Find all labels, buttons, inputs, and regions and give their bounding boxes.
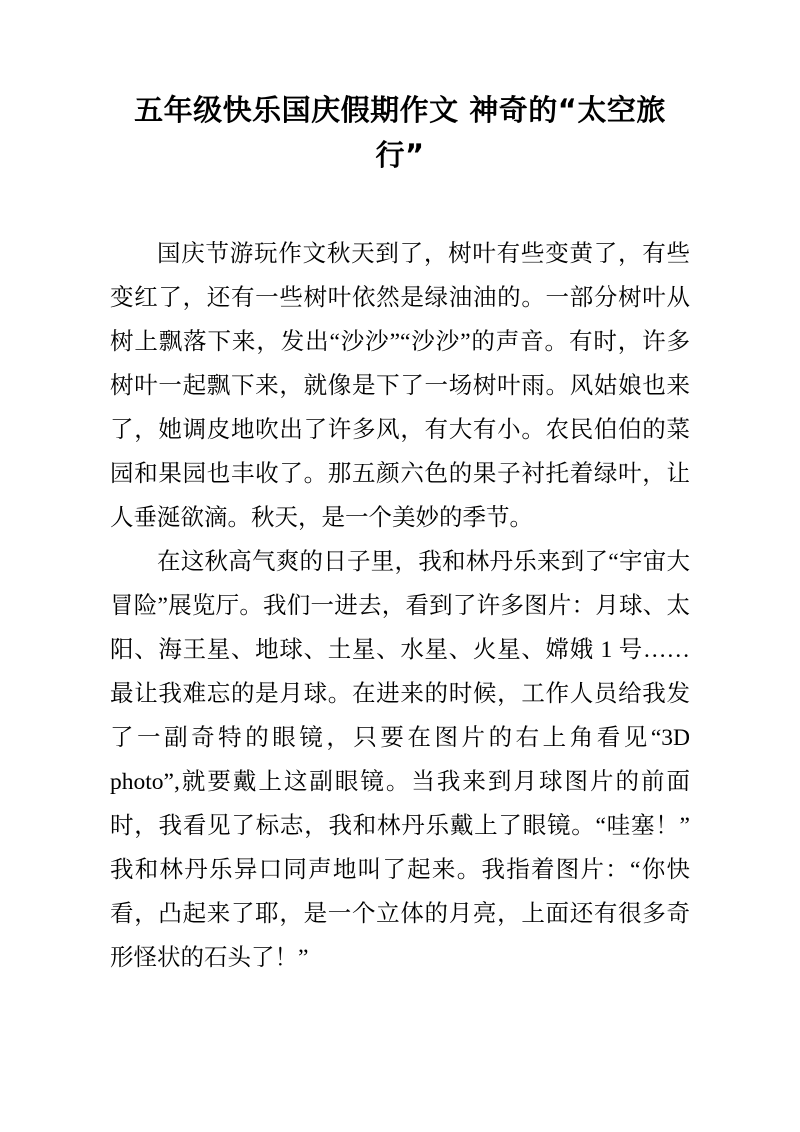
- paragraph: 国庆节游玩作文秋天到了，树叶有些变黄了，有些变红了，还有一些树叶依然是绿油油的。一部分树叶从树上飘落下来，发出“沙沙”“沙沙”的声音。有时，许多树叶一起飘下来，就像是下了一场树叶雨。风姑娘也来了，她调皮地吹出了许多风，有大有小。农民伯伯的菜园和果园也丰收了。那五颜六色的果子衬托着绿叶，让人垂涎欲滴。秋天，是一个美妙的季节。: [110, 241, 690, 531]
- document-body: [110, 232, 690, 980]
- paragraph: 在这秋高气爽的日子里，我和林丹乐来到了“宇宙大冒险”展览厅。我们一进去，看到了许多图片：月球、太阳、海王星、地球、土星、水星、火星、嫦娥 1 号……最让我难忘的是月球。在进来的时候，工作人员给我发了一副奇特的眼镜，只要在图片的右上角看见“3D photo”,就要戴上这副眼镜。当我来到月球图片的前面时，我看见了标志，我和林丹乐戴上了眼镜。“哇塞！”我和林丹乐异口同声地叫了起来。我指着图片：“你快看，凸起来了耶，是一个立体的月亮，上面还有很多奇形怪状的石头了！”: [110, 549, 690, 971]
- page-title: 五年级快乐国庆假期作文 神奇的“太空旅行”: [134, 93, 666, 172]
